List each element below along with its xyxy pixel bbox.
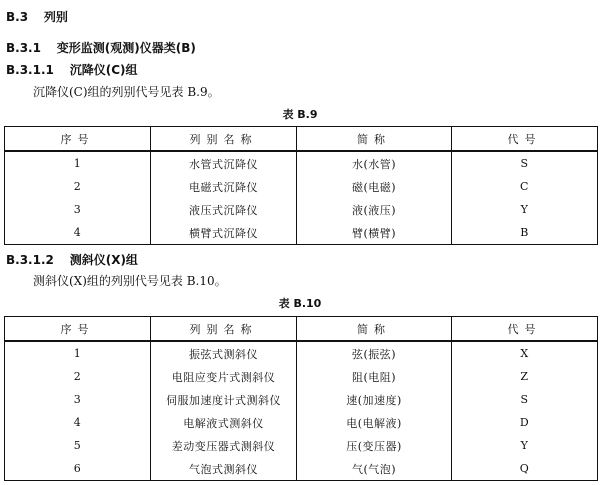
cell-seq: 2 xyxy=(5,365,151,388)
cell-seq: 4 xyxy=(5,411,151,434)
cell-seq: 2 xyxy=(5,175,151,198)
section-heading xyxy=(6,8,68,25)
cell-code: Q xyxy=(452,457,598,481)
table-row xyxy=(5,175,598,198)
table-b9-caption: 表 B.9 xyxy=(282,108,318,121)
cell-name: 差动变压器式测斜仪 xyxy=(151,434,297,457)
group2-number: B.3.1.2 xyxy=(6,253,54,267)
header-name: 列别名称 xyxy=(151,127,297,152)
cell-code: Y xyxy=(452,434,598,457)
group1-title: 沉降仪(C)组 xyxy=(69,63,138,77)
subsection-number: B.3.1 xyxy=(6,41,41,55)
cell-code: C xyxy=(452,175,598,198)
table-row xyxy=(5,365,598,388)
cell-code: D xyxy=(452,411,598,434)
table-row xyxy=(5,221,598,245)
cell-code: S xyxy=(452,388,598,411)
section-number: B.3 xyxy=(6,10,29,24)
subsection-heading xyxy=(6,39,196,56)
table-b10 xyxy=(4,316,598,481)
table-b10-caption: 表 B.10 xyxy=(278,297,322,310)
header-seq: 序号 xyxy=(5,127,151,152)
cell-short: 水(水管) xyxy=(297,151,452,175)
cell-code: Y xyxy=(452,198,598,221)
cell-short: 阻(电阻) xyxy=(297,365,452,388)
header-seq: 序号 xyxy=(5,317,151,342)
group1-paragraph: 沉降仪(C)组的列别代号见表 B.9。 xyxy=(33,85,220,99)
cell-short: 弦(振弦) xyxy=(297,341,452,365)
cell-name: 水管式沉降仪 xyxy=(151,151,297,175)
cell-code: Z xyxy=(452,365,598,388)
cell-code: S xyxy=(452,151,598,175)
group2-heading xyxy=(6,251,138,268)
cell-short: 气(气泡) xyxy=(297,457,452,481)
group1-heading xyxy=(6,61,137,78)
cell-short: 压(变压器) xyxy=(297,434,452,457)
cell-name: 伺服加速度计式测斜仪 xyxy=(151,388,297,411)
header-code: 代号 xyxy=(452,127,598,152)
cell-seq: 3 xyxy=(5,388,151,411)
cell-seq: 1 xyxy=(5,341,151,365)
header-code: 代号 xyxy=(452,317,598,342)
cell-code: B xyxy=(452,221,598,245)
cell-seq: 4 xyxy=(5,221,151,245)
cell-seq: 3 xyxy=(5,198,151,221)
header-name: 列别名称 xyxy=(151,317,297,342)
cell-name: 电阻应变片式测斜仪 xyxy=(151,365,297,388)
table-row xyxy=(5,151,598,175)
table-b9 xyxy=(4,126,598,245)
cell-name: 气泡式测斜仪 xyxy=(151,457,297,481)
cell-short: 速(加速度) xyxy=(297,388,452,411)
table-row xyxy=(5,411,598,434)
cell-seq: 6 xyxy=(5,457,151,481)
table-row xyxy=(5,198,598,221)
cell-name: 电解液式测斜仪 xyxy=(151,411,297,434)
table-header-row xyxy=(5,317,598,342)
cell-name: 横臂式沉降仪 xyxy=(151,221,297,245)
cell-name: 液压式沉降仪 xyxy=(151,198,297,221)
group1-number: B.3.1.1 xyxy=(6,63,54,77)
cell-name: 电磁式沉降仪 xyxy=(151,175,297,198)
group2-title: 测斜仪(X)组 xyxy=(69,253,138,267)
group2-paragraph: 测斜仪(X)组的列别代号见表 B.10。 xyxy=(33,274,227,288)
cell-code: X xyxy=(452,341,598,365)
cell-seq: 5 xyxy=(5,434,151,457)
header-short: 简称 xyxy=(297,317,452,342)
cell-seq: 1 xyxy=(5,151,151,175)
cell-short: 液(液压) xyxy=(297,198,452,221)
table-row xyxy=(5,434,598,457)
header-short: 简称 xyxy=(297,127,452,152)
table-row xyxy=(5,341,598,365)
cell-short: 电(电解液) xyxy=(297,411,452,434)
subsection-title: 变形监测(观测)仪器类(B) xyxy=(56,41,196,55)
cell-short: 磁(电磁) xyxy=(297,175,452,198)
cell-short: 臂(横臂) xyxy=(297,221,452,245)
table-row xyxy=(5,457,598,481)
table-row xyxy=(5,388,598,411)
table-header-row xyxy=(5,127,598,152)
cell-name: 振弦式测斜仪 xyxy=(151,341,297,365)
section-title: 列别 xyxy=(43,10,68,24)
